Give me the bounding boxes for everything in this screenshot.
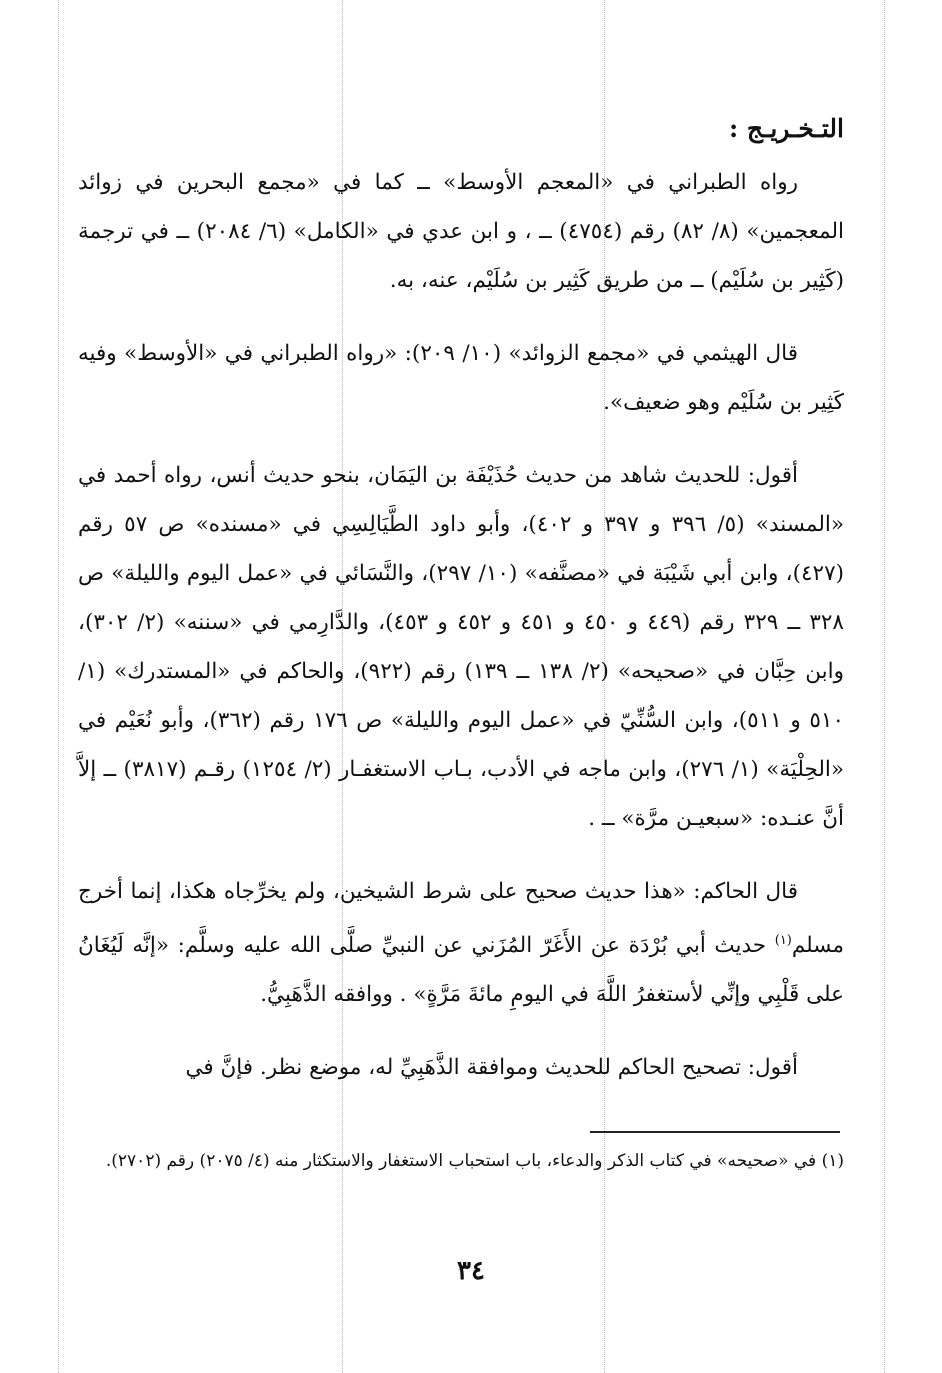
page-number: ٣٤ bbox=[457, 1256, 485, 1286]
guide-line-4 bbox=[884, 0, 885, 1373]
footnote: (١) في «صحيحه» في كتاب الذكر والدعاء، باب استحباب الاستغفار والاستكثار منه (٤/ ٢٠٧٥) رقم (٢٧٠٢). bbox=[105, 1151, 844, 1171]
footnote-reference[interactable]: (١) bbox=[774, 933, 792, 948]
paragraph-2 bbox=[78, 329, 844, 427]
paragraph-5-text: أقول: تصحيح الحاكم للحديث وموافقة الذَّهَبِيِّ له، موضع نظر. فإنَّ في bbox=[185, 1055, 798, 1081]
page-body bbox=[78, 110, 844, 1116]
paragraph-4 bbox=[78, 867, 844, 1019]
paragraph-4-text: قال الحاكم: «هذا حديث صحيح على شرط الشيخين، ولم يخرِّجاه هكذا، إنما أخرج مسلم bbox=[78, 879, 844, 959]
paragraph-3-text: أقول: للحديث شاهد من حديث حُذَيْفَة بن اليَمَان، بنحو حديث أنس، رواه أحمد في «المسند» (٥/ ٣٩٦ و ٣٩٧ و ٤٠٢)، وأبو داود الطَّيَالِسِي في «مسنده» ص ٥٧ رقم (٤٢٧)، وابن أبي شَيْبَة في «مصنَّفه» (١٠/ ٢٩٧)، والنَّسَائي في «عمل اليوم والليلة» ص ٣٢٨ ــ ٣٢٩ رقم (٤٤٩ و ٤٥٠ و ٤٥١ و ٤٥٢ و ٤٥٣)، والدَّارِمي في «سننه» (٢/ ٣٠٢)، وابن حِبَّان في «صحيحه» (٢/ ١٣٨ ــ ١٣٩) رقم (٩٢٢)، والحاكم في «المستدرك» (١/ ٥١٠ و ٥١١)، وابن السُّنِّيّ في «عمل اليوم والليلة» ص ١٧٦ رقم (٣٦٢)، وأبو نُعَيْم في «الحِلْيَة» (١/ ٢٧٦)، وابن ماجه في الأدب، بـاب الاستغفـار (٢/ ١٢٥٤) رقـم (٣٨١٧) ــ إلاَّ أنَّ عنـده: «سبعيـن مرَّة» ــ . bbox=[78, 463, 845, 831]
guide-line-1 bbox=[58, 0, 59, 1373]
paragraph-1 bbox=[78, 158, 844, 305]
paragraph-4-continuation: حديث أبي بُرْدَة عن الأَغَرّ المُزَني عن النبيِّ صلَّى الله عليه وسلَّم: «إنَّه لَيُغَانُ على قَلْبِي وإنِّي لأستغفرُ اللَّهَ في اليومِ مائةَ مَرَّةٍ» . ووافقه الذَّهَبِيُّ. bbox=[78, 933, 844, 1008]
footnote-divider bbox=[590, 1131, 840, 1133]
paragraph-3 bbox=[78, 451, 844, 843]
paragraph-2-text: قال الهيثمي في «مجمع الزوائد» (١٠/ ٢٠٩): «رواه الطبراني في «الأوسط» وفيه كَثِير بن سُلَيْم وهو ضعيف». bbox=[78, 341, 844, 415]
paragraph-1-text: رواه الطبراني في «المعجم الأوسط» ــ كما في «مجمع البحرين في زوائد المعجمين» (٨/ ٨٢) رقم (٤٧٥٤) ــ ، و ابن عدي في «الكامل» (٦/ ٢٠٨٤) ــ في ترجمة (كَثِير بن سُلَيْم) ــ من طريق كَثِير بن سُلَيْم، عنه، به. bbox=[78, 170, 845, 293]
paragraph-5 bbox=[78, 1043, 844, 1092]
section-heading: التـخـريـج : bbox=[728, 114, 844, 143]
